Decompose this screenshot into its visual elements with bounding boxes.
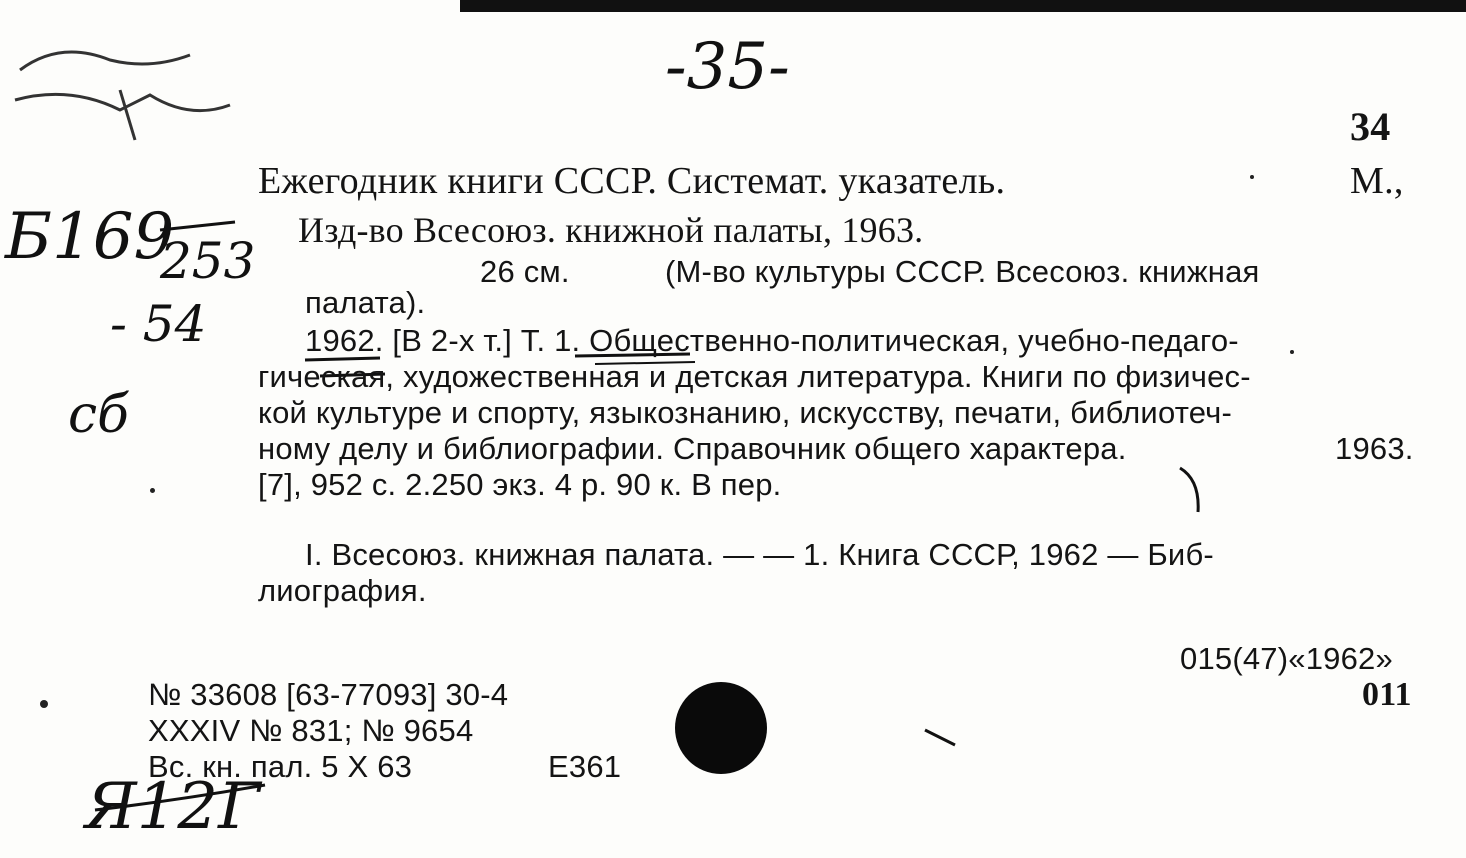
footer-registry: XXXIV № 831; № 9654 [148,713,474,748]
footer-order-number: № 33608 [63-77093] 30-4 [148,677,509,712]
handwritten-bottom-mark: Я12Г [85,770,261,844]
handwritten-tag: сб [68,385,129,445]
record-publisher: Изд-во Всесоюз. книжной палаты, 1963. [298,210,924,250]
record-series: (М-во культуры СССР. Всесоюз. книжная [665,254,1260,289]
footer-chamber-date: Вс. кн. пал. 5 X 63 [148,749,413,784]
punch-hole [675,682,767,774]
classification-code: 011 [1362,676,1412,713]
handwritten-shelf-numerator: 253 [160,232,256,290]
udc-index: 015(47)«1962» [1180,641,1393,676]
record-place: М., [1350,160,1404,202]
record-title: Ежегодник книги СССР. Системат. указатель. [258,160,1006,202]
record-size: 26 см. [480,254,570,289]
handwritten-shelf-suffix: - 54 [110,295,207,353]
handwritten-page-mark: -35- [665,30,790,104]
record-contents-4: ному делу и библиографии. Справочник общего характера. [258,431,1127,466]
record-contents-3: кой культуре и спорту, языкознанию, искусству, печати, библиотеч- [258,395,1233,430]
subject-tracing-2: лиография. [258,573,427,608]
record-contents-1: 1962. [В 2-х т.] Т. 1. Общественно-политическая, учебно-педаго- [305,323,1239,358]
record-contents-year: 1963. [1335,431,1414,466]
card-number: 34 [1350,104,1391,149]
subject-tracing-1: I. Всесоюз. книжная палата. — — 1. Книга СССР, 1962 — Биб- [305,537,1214,572]
handwritten-shelf-code: Б169 [5,200,175,274]
record-contents-2: гическая, художественная и детская литература. Книги по физичес- [258,359,1251,394]
record-series-end: палата). [305,285,426,320]
record-collation: [7], 952 с. 2.250 экз. 4 р. 90 к. В пер. [258,467,782,502]
footer-code: Е361 [548,749,622,784]
